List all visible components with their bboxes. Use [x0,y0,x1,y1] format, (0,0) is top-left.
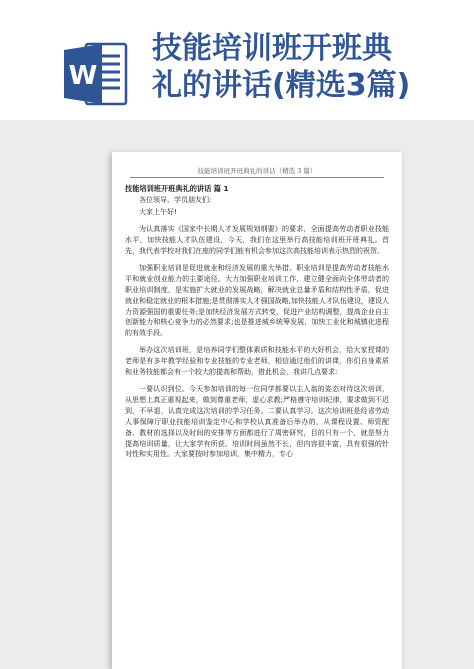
paragraph: 一要认识到位。今天参加培训的每一位同学都要以主人翁的姿态对待这次培训，从思想上真正重视起来，做到尊重老师，虚心求教;严格遵守培训纪律，要求做到不迟到，不早退，认真完成这次培训的学习任务。二要认真学习。这次培训班是经省劳动人事保障厅职业技能培训鉴定中心和学校认真准备后举办的，从课程设置、师资配备、教材的选择以及时间的安排等方面都进行了周密研究，目的只有一个，就是努力提高培训质量，让大家学有所获。培训时间虽然不长，但内容很丰富，具有很强的针对性和实用性。大家要按时参加培训，集中精力，专心 [125,385,389,459]
header-rule [130,177,384,178]
paragraph: 加强职业培训是促进就业和经济发展的重大举措。职业培训是提高劳动者技能水平和就业创业能力的主要途径。大力加强职业培训工作，建立健全面向全体劳动者的职业培训制度，是实施扩大就业的发展战略，解决就业总量矛盾和结构性矛盾，促进就业和稳定就业的根本措施;是贯彻落实人才强国战略,加快技能人才队伍建设，建设人力资源强国的重要任务;是加快经济发展方式转变，促进产业结构调整，提高企业自主创新能力和核心竞争力的必然要求;也是推进城乡统筹发展，加快工业化和城镇化进程的有效手段。 [125,263,389,338]
title-banner [0,0,474,120]
title-line-1: 技能培训班开班典 [152,31,392,66]
paragraph: 举办这次培训班，是培养同学们整体素质和技能水平的大好机会，给大家授课的老师是有多年教学经验和专业技能的专业老师，相信通过他们的讲课，你们自身素质和业务技能都会有一个较大的提高和帮助，借此机会，我讲几点要求: [125,346,389,377]
page-title [152,30,462,104]
greeting: 大家上午好! [139,208,177,217]
page-running-header: 技能培训班开班典礼的讲话（精选 3 篇） [197,167,317,175]
section-heading: 技能培训班开班典礼的讲话 篇 1 [125,184,229,193]
document-page [112,152,402,669]
svg-text:W: W [68,61,98,91]
title-line-2: 礼的讲话(精选3篇) [152,68,411,103]
salutation: 各位领导、学员朋友们: [139,196,212,205]
paragraph: 为认真落实《国家中长期人才发展规划纲要》的要求，全面提高劳动者职业技能水平，加快技能人才队伍建设，今天，我们在这里举行高技能培训班开班典礼。首先，我代表学校对我们在座的同学们能有机会参加这次高技能培训表示热烈的祝贺。 [125,225,389,256]
word-icon [60,38,132,110]
document-body [125,184,389,460]
